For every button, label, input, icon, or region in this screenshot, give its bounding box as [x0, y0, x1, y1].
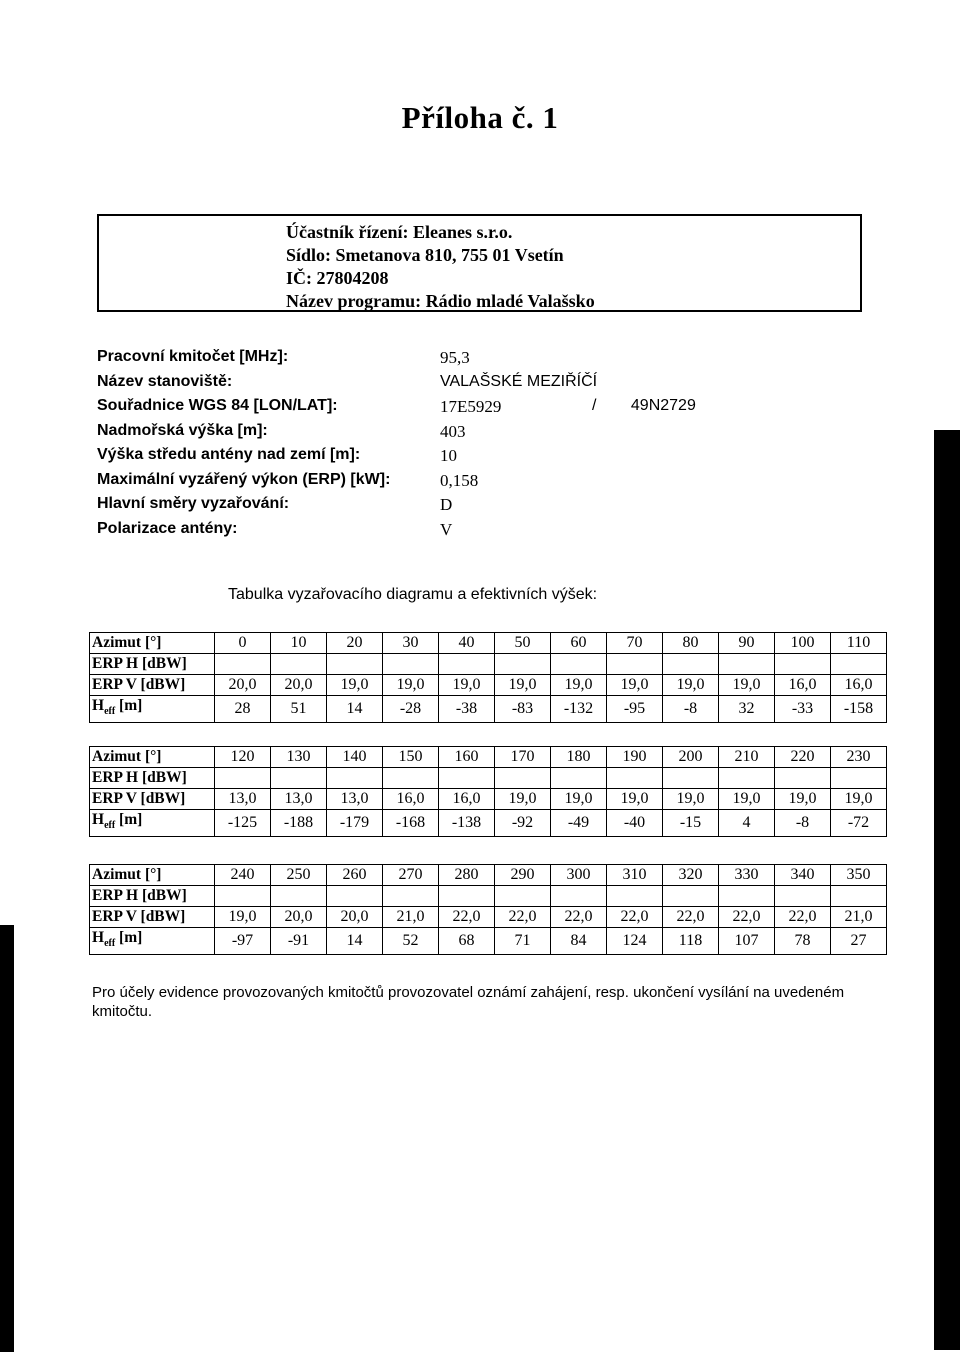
- table-cell: [831, 654, 887, 675]
- param-value: 17E5929: [440, 397, 502, 416]
- table-cell: 16,0: [383, 789, 439, 810]
- param-row: [97, 495, 797, 520]
- table-cell: 22,0: [495, 907, 551, 928]
- table-cell: -83: [495, 696, 551, 723]
- table-cell: 20,0: [215, 675, 271, 696]
- table-cell: -72: [831, 810, 887, 837]
- table-cell: 220: [775, 747, 831, 768]
- table-cell: 118: [663, 928, 719, 955]
- table-cell: 19,0: [383, 675, 439, 696]
- table-cell: 320: [663, 865, 719, 886]
- table-cell: [271, 654, 327, 675]
- table-cell: 20,0: [327, 907, 383, 928]
- table-cell: 50: [495, 633, 551, 654]
- table-cell: -91: [271, 928, 327, 955]
- table-cell: 10: [271, 633, 327, 654]
- table-cell: 19,0: [439, 675, 495, 696]
- table-cell: 300: [551, 865, 607, 886]
- table-cell: 290: [495, 865, 551, 886]
- table-cell: 107: [719, 928, 775, 955]
- table-cell: 32: [719, 696, 775, 723]
- heff-label-main: H: [92, 811, 105, 828]
- param-label: Název stanoviště:: [97, 372, 233, 390]
- row-label: ERP H [dBW]: [90, 654, 215, 675]
- heff-label-main: H: [92, 929, 105, 946]
- table-cell: [271, 768, 327, 789]
- param-value: 0,158: [440, 470, 479, 490]
- table-cell: 22,0: [663, 907, 719, 928]
- row-label: Azimut [°]: [90, 865, 215, 886]
- heff-label-main: H: [92, 697, 105, 714]
- table-cell: 28: [215, 696, 271, 723]
- table-cell: 20: [327, 633, 383, 654]
- table-cell: 27: [831, 928, 887, 955]
- table-cell: [775, 886, 831, 907]
- table-cell: -33: [775, 696, 831, 723]
- param-value: D: [440, 495, 453, 514]
- table-cell: [607, 768, 663, 789]
- table-cell: [607, 654, 663, 675]
- table-cell: 19,0: [215, 907, 271, 928]
- param-row: [97, 422, 797, 447]
- table-cell: 310: [607, 865, 663, 886]
- param-value: 10: [440, 446, 457, 465]
- scan-edge-left: [0, 925, 14, 1352]
- erp-h-row: [90, 886, 887, 907]
- param-value-secondary: / 49N2729: [592, 397, 696, 414]
- table-cell: [551, 654, 607, 675]
- erp-h-row: [90, 654, 887, 675]
- param-label: Maximální vyzářený výkon (ERP) [kW]:: [97, 470, 391, 488]
- table-cell: 19,0: [551, 675, 607, 696]
- row-label: Azimut [°]: [90, 747, 215, 768]
- param-value: 403: [440, 421, 466, 441]
- table-cell: [383, 886, 439, 907]
- table-cell: 19,0: [663, 789, 719, 810]
- table-cell: 350: [831, 865, 887, 886]
- table-cell: 13,0: [271, 789, 327, 810]
- table-cell: 14: [327, 928, 383, 955]
- table-cell: 20,0: [271, 675, 327, 696]
- table-cell: -8: [775, 810, 831, 837]
- heff-row: [90, 810, 887, 837]
- param-row: [97, 471, 797, 496]
- table-cell: -28: [383, 696, 439, 723]
- table-cell: -49: [551, 810, 607, 837]
- table-cell: 14: [327, 696, 383, 723]
- table-cell: [383, 654, 439, 675]
- table-cell: 250: [271, 865, 327, 886]
- table-cell: 22,0: [439, 907, 495, 928]
- param-row: [97, 520, 797, 545]
- table-cell: [439, 886, 495, 907]
- table-cell: 22,0: [607, 907, 663, 928]
- participant-name: Účastník řízení: Eleanes s.r.o.: [286, 222, 513, 242]
- table-cell: [663, 886, 719, 907]
- table-cell: 19,0: [551, 789, 607, 810]
- table-cell: 19,0: [327, 675, 383, 696]
- table-cell: [327, 886, 383, 907]
- table-cell: [775, 654, 831, 675]
- table-cell: 200: [663, 747, 719, 768]
- table-cell: 280: [439, 865, 495, 886]
- page-title: Příloha č. 1: [401, 100, 559, 135]
- heff-label-unit: [m]: [115, 811, 143, 828]
- table-cell: [551, 886, 607, 907]
- param-label: Výška středu antény nad zemí [m]:: [97, 446, 361, 463]
- table-cell: 13,0: [215, 789, 271, 810]
- table-cell: 100: [775, 633, 831, 654]
- table-cell: -168: [383, 810, 439, 837]
- table-cell: [663, 768, 719, 789]
- table-cell: -132: [551, 696, 607, 723]
- table-cell: -92: [495, 810, 551, 837]
- heff-row: [90, 696, 887, 723]
- program-name: Název programu: Rádio mladé Valašsko: [286, 291, 595, 311]
- radiation-table: [89, 632, 887, 723]
- row-label: [90, 810, 215, 837]
- heff-label-sub: eff: [104, 706, 116, 718]
- table-cell: 20,0: [271, 907, 327, 928]
- table-cell: 340: [775, 865, 831, 886]
- table-cell: 52: [383, 928, 439, 955]
- table-cell: 19,0: [495, 675, 551, 696]
- table-cell: 190: [607, 747, 663, 768]
- table-cell: 170: [495, 747, 551, 768]
- table-cell: 240: [215, 865, 271, 886]
- table-cell: 270: [383, 865, 439, 886]
- erp-v-row: [90, 907, 887, 928]
- heff-label-unit: [m]: [115, 697, 143, 714]
- table-cell: 110: [831, 633, 887, 654]
- heff-row: [90, 928, 887, 955]
- table-cell: 210: [719, 747, 775, 768]
- table-cell: 60: [551, 633, 607, 654]
- table-cell: -138: [439, 810, 495, 837]
- participant-box: [97, 214, 862, 312]
- param-value: V: [440, 519, 453, 539]
- table-cell: 19,0: [495, 789, 551, 810]
- param-row: [97, 373, 797, 398]
- table-cell: 130: [271, 747, 327, 768]
- table-cell: 21,0: [831, 907, 887, 928]
- table-cell: 90: [719, 633, 775, 654]
- table-cell: [383, 768, 439, 789]
- table-cell: 16,0: [775, 675, 831, 696]
- row-label: ERP H [dBW]: [90, 886, 215, 907]
- table-cell: 19,0: [663, 675, 719, 696]
- erp-h-row: [90, 768, 887, 789]
- table-cell: [495, 886, 551, 907]
- radiation-table: [89, 746, 887, 837]
- erp-v-row: [90, 675, 887, 696]
- table-cell: 160: [439, 747, 495, 768]
- row-label: ERP V [dBW]: [90, 675, 215, 696]
- table-cell: 40: [439, 633, 495, 654]
- table-cell: 260: [327, 865, 383, 886]
- table-cell: -38: [439, 696, 495, 723]
- table-cell: [663, 654, 719, 675]
- param-row: [97, 397, 797, 422]
- table-cell: -179: [327, 810, 383, 837]
- table-cell: [719, 654, 775, 675]
- table-cell: 19,0: [607, 789, 663, 810]
- table-cell: 16,0: [439, 789, 495, 810]
- table-cell: -8: [663, 696, 719, 723]
- table-cell: [215, 768, 271, 789]
- table-cell: 71: [495, 928, 551, 955]
- table-cell: -95: [607, 696, 663, 723]
- table-caption: Tabulka vyzařovacího diagramu a efektivních výšek:: [228, 586, 598, 603]
- table-cell: 22,0: [551, 907, 607, 928]
- heff-label-sub: eff: [104, 820, 116, 832]
- table-cell: 78: [775, 928, 831, 955]
- parameters-list: [97, 348, 797, 544]
- table-cell: 19,0: [719, 789, 775, 810]
- table-cell: [327, 654, 383, 675]
- row-label: ERP V [dBW]: [90, 789, 215, 810]
- table-cell: [495, 654, 551, 675]
- table-cell: -158: [831, 696, 887, 723]
- param-value: 95,3: [440, 348, 470, 367]
- azimut-row: [90, 747, 887, 768]
- table-cell: 230: [831, 747, 887, 768]
- row-label: ERP H [dBW]: [90, 768, 215, 789]
- param-row: [97, 446, 797, 471]
- table-cell: 120: [215, 747, 271, 768]
- table-cell: [439, 654, 495, 675]
- table-cell: [719, 768, 775, 789]
- table-cell: 68: [439, 928, 495, 955]
- table-cell: [215, 886, 271, 907]
- table-cell: 51: [271, 696, 327, 723]
- table-cell: 22,0: [719, 907, 775, 928]
- table-cell: -15: [663, 810, 719, 837]
- table-cell: [495, 768, 551, 789]
- table-cell: 70: [607, 633, 663, 654]
- table-cell: [327, 768, 383, 789]
- param-label: Polarizace antény:: [97, 519, 238, 537]
- scan-edge-right: [934, 430, 960, 1350]
- table-cell: [439, 768, 495, 789]
- table-cell: 124: [607, 928, 663, 955]
- param-row: [97, 348, 797, 373]
- participant-id: IČ: 27804208: [286, 268, 389, 288]
- radiation-table: [89, 864, 887, 955]
- param-label: Nadmořská výška [m]:: [97, 421, 268, 439]
- table-cell: [831, 768, 887, 789]
- table-cell: [775, 768, 831, 789]
- row-label: ERP V [dBW]: [90, 907, 215, 928]
- table-cell: 19,0: [775, 789, 831, 810]
- table-cell: 19,0: [831, 789, 887, 810]
- azimut-row: [90, 865, 887, 886]
- participant-address: Sídlo: Smetanova 810, 755 01 Vsetín: [286, 245, 564, 265]
- table-cell: 30: [383, 633, 439, 654]
- table-cell: [215, 654, 271, 675]
- table-cell: 180: [551, 747, 607, 768]
- azimut-row: [90, 633, 887, 654]
- table-cell: 13,0: [327, 789, 383, 810]
- param-label: Hlavní směry vyzařování:: [97, 495, 290, 512]
- erp-v-row: [90, 789, 887, 810]
- table-cell: 0: [215, 633, 271, 654]
- table-cell: 330: [719, 865, 775, 886]
- table-cell: 19,0: [719, 675, 775, 696]
- param-label: Pracovní kmitočet [MHz]:: [97, 348, 289, 365]
- table-cell: [831, 886, 887, 907]
- table-cell: 140: [327, 747, 383, 768]
- heff-label-sub: eff: [104, 938, 116, 950]
- table-cell: 22,0: [775, 907, 831, 928]
- table-cell: 21,0: [383, 907, 439, 928]
- row-label: [90, 696, 215, 723]
- table-cell: [551, 768, 607, 789]
- table-cell: 4: [719, 810, 775, 837]
- param-label: Souřadnice WGS 84 [LON/LAT]:: [97, 397, 338, 414]
- table-cell: -40: [607, 810, 663, 837]
- row-label: Azimut [°]: [90, 633, 215, 654]
- table-cell: 150: [383, 747, 439, 768]
- table-cell: [271, 886, 327, 907]
- table-cell: -97: [215, 928, 271, 955]
- row-label: [90, 928, 215, 955]
- heff-label-unit: [m]: [115, 929, 143, 946]
- table-cell: 19,0: [607, 675, 663, 696]
- table-cell: -188: [271, 810, 327, 837]
- table-cell: 16,0: [831, 675, 887, 696]
- table-cell: 80: [663, 633, 719, 654]
- table-cell: -125: [215, 810, 271, 837]
- footnote: Pro účely evidence provozovaných kmitočtů provozovatel oznámí zahájení, resp. ukončení vysílání na uvedeném kmitočtu.: [92, 984, 845, 1020]
- table-cell: [719, 886, 775, 907]
- param-value: VALAŠSKÉ MEZIŘÍČÍ: [440, 372, 598, 390]
- table-cell: 84: [551, 928, 607, 955]
- table-cell: [607, 886, 663, 907]
